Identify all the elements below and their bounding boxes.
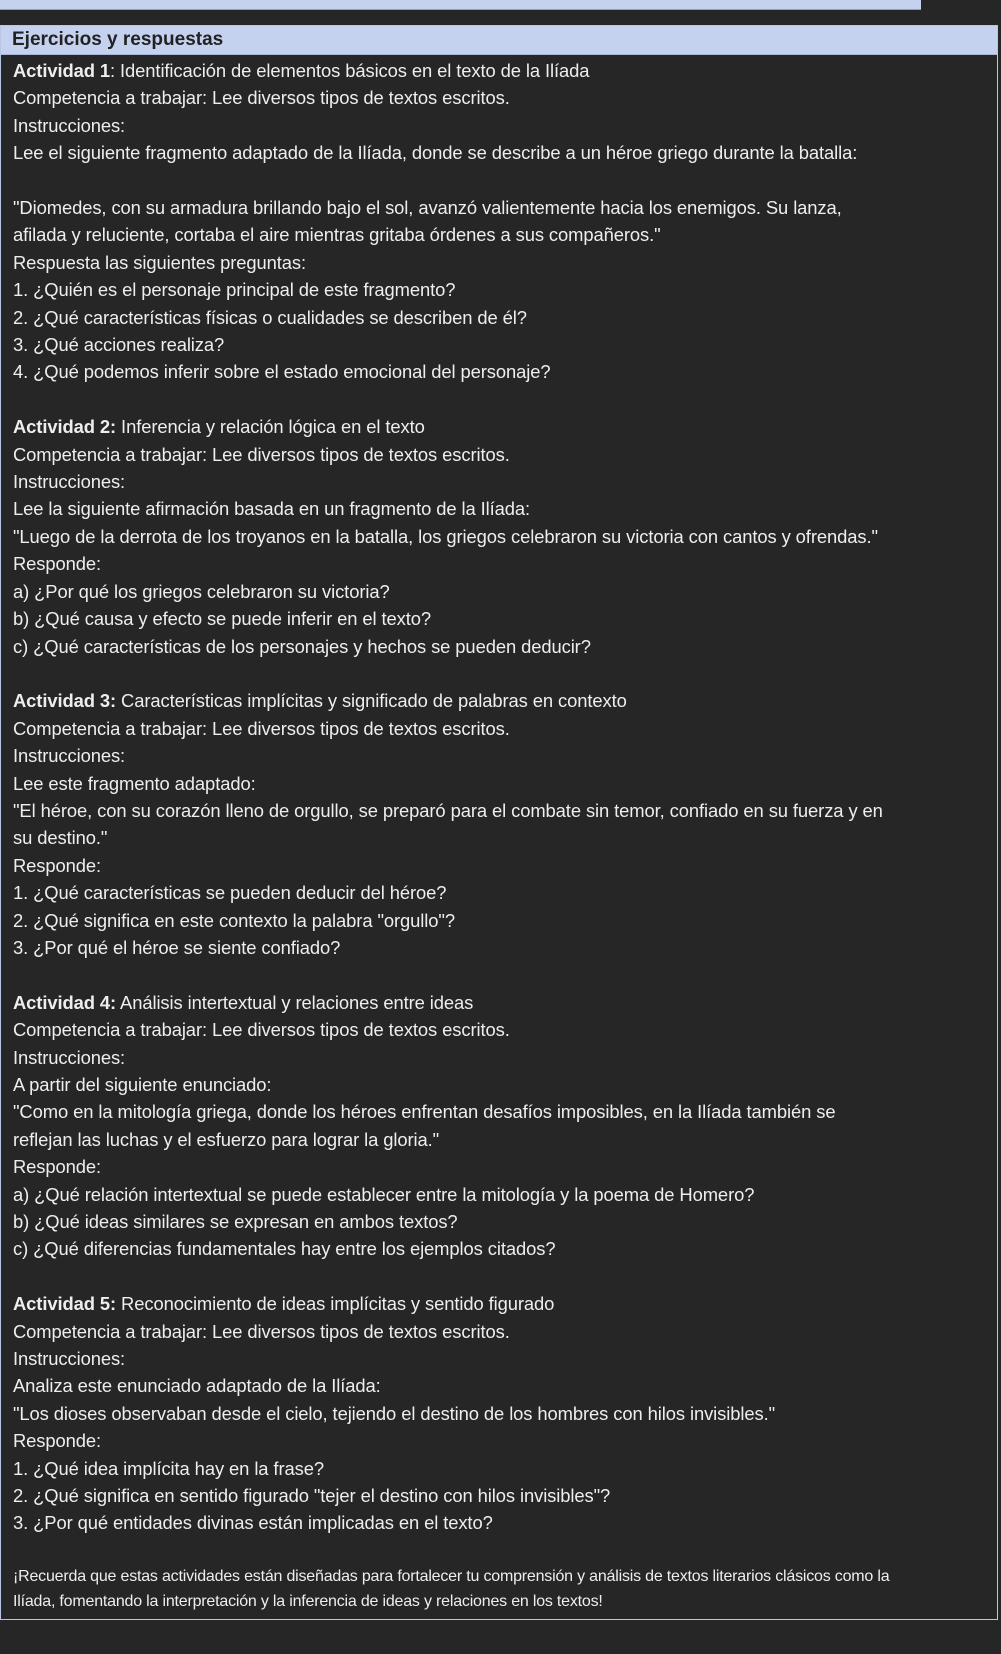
activity-2-question: b) ¿Qué causa y efecto se puede inferir en el texto? (13, 608, 432, 630)
activity-4-prompt: Responde: (13, 1156, 102, 1178)
activity-2-question: c) ¿Qué características de los personajes y hechos se pueden deducir? (13, 635, 591, 657)
closing-note-line-2: Ilíada, fomentando la interpretación y la inferencia de ideas y relaciones en los textos! (13, 1593, 603, 1611)
panel-content (1, 55, 997, 1614)
activity-5-lead: Analiza este enunciado adaptado de la Ilíada: (13, 1375, 381, 1397)
activity-2-competencia: Competencia a trabajar: Lee diversos tipos de textos escritos. (13, 443, 510, 465)
activity-2-question: a) ¿Por qué los griegos celebraron su victoria? (13, 580, 390, 602)
activity-1-quote-line-1: "Diomedes, con su armadura brillando bajo el sol, avanzó valientemente hacia los enemigos. Su lanza, (13, 197, 842, 219)
closing-note-line-1: ¡Recuerda que estas actividades están diseñadas para fortalecer tu comprensión y análisis de textos literarios clásicos como la (13, 1568, 890, 1586)
activity-3 (13, 687, 985, 961)
activity-3-title: Características implícitas y significado de palabras en contexto (116, 690, 627, 712)
activity-4-heading (13, 989, 985, 1016)
activity-4 (13, 989, 985, 1263)
spacer (13, 961, 985, 988)
activity-3-label: Actividad 3: (13, 690, 117, 712)
activity-4-question: a) ¿Qué relación intertextual se puede establecer entre la mitología y la poema de Homero? (13, 1183, 755, 1205)
exercises-panel (0, 25, 998, 1620)
activity-1-question: 3. ¿Qué acciones realiza? (13, 334, 225, 356)
activity-2-prompt: Responde: (13, 553, 102, 575)
top-strip (0, 0, 921, 10)
activity-4-question: b) ¿Qué ideas similares se expresan en ambos textos? (13, 1211, 458, 1232)
activity-3-quote-line-2: su destino." (13, 827, 108, 849)
activity-3-instrucciones: Instrucciones: (13, 745, 126, 767)
activity-5-prompt: Responde: (13, 1430, 102, 1452)
activity-2-label: Actividad 2: (13, 416, 117, 438)
activity-5-question: 2. ¿Qué significa en sentido figurado "tejer el destino con hilos invisibles"? (13, 1485, 611, 1507)
activity-5-title: Reconocimiento de ideas implícitas y sentido figurado (116, 1293, 555, 1315)
activity-5-quote: "Los dioses observaban desde el cielo, tejiendo el destino de los hombres con hilos invisibles." (13, 1402, 776, 1424)
activity-1-heading (13, 57, 985, 84)
activity-4-instrucciones: Instrucciones: (13, 1046, 126, 1068)
activity-3-question: 1. ¿Qué características se pueden deducir del héroe? (13, 882, 447, 904)
activity-5-instrucciones: Instrucciones: (13, 1348, 126, 1370)
spacer (13, 1537, 985, 1564)
spacer (13, 167, 985, 194)
activity-5 (13, 1290, 985, 1537)
activity-1-title: : Identificación de elementos básicos en el texto de la Ilíada (110, 60, 590, 81)
spacer (13, 386, 985, 413)
activity-1-lead: Lee el siguiente fragmento adaptado de la Ilíada, donde se describe a un héroe griego durante la batalla: (13, 142, 858, 164)
panel-title: Ejercicios y respuestas (1, 26, 997, 55)
activity-2-heading (13, 413, 985, 440)
activity-2-instrucciones: Instrucciones: (13, 471, 126, 493)
spacer (13, 660, 985, 687)
activity-1-competencia: Competencia a trabajar: Lee diversos tipos de textos escritos. (13, 87, 510, 109)
activity-5-question: 1. ¿Qué idea implícita hay en la frase? (13, 1457, 324, 1479)
activity-1-question: 1. ¿Quién es el personaje principal de este fragmento? (13, 279, 456, 301)
activity-4-competencia: Competencia a trabajar: Lee diversos tipos de textos escritos. (13, 1019, 510, 1041)
activity-3-competencia: Competencia a trabajar: Lee diversos tipos de textos escritos. (13, 717, 510, 739)
spacer (13, 1263, 985, 1290)
activity-2 (13, 413, 985, 660)
activity-4-quote-line-2: reflejan las luchas y el esfuerzo para lograr la gloria." (13, 1128, 440, 1150)
activity-5-heading (13, 1290, 985, 1317)
activity-3-prompt: Responde: (13, 854, 102, 876)
closing-note (13, 1564, 985, 1614)
activity-1-question: 2. ¿Qué características físicas o cualidades se describen de él? (13, 306, 527, 328)
activity-3-quote-line-1: "El héroe, con su corazón lleno de orgullo, se preparó para el combate sin temor, confiado en su fuerza y en (13, 799, 883, 821)
activity-3-question: 3. ¿Por qué el héroe se siente confiado? (13, 936, 341, 958)
activity-5-competencia: Competencia a trabajar: Lee diversos tipos de textos escritos. (13, 1320, 510, 1342)
activity-1-label: Actividad 1 (13, 60, 111, 81)
activity-2-title: Inferencia y relación lógica en el texto (116, 416, 425, 438)
activity-4-quote-line-1: "Como en la mitología griega, donde los héroes enfrentan desafíos imposibles, en la Ilíada también se (13, 1101, 836, 1123)
activity-3-lead: Lee este fragmento adaptado: (13, 772, 256, 794)
activity-3-question: 2. ¿Qué significa en este contexto la palabra "orgullo"? (13, 909, 455, 931)
activity-5-label: Actividad 5: (13, 1293, 117, 1315)
activity-3-heading (13, 687, 985, 714)
activity-5-question: 3. ¿Por qué entidades divinas están implicadas en el texto? (13, 1512, 493, 1534)
activity-1 (13, 57, 985, 386)
activity-2-quote: "Luego de la derrota de los troyanos en la batalla, los griegos celebraron su victoria con cantos y ofrendas." (13, 525, 878, 547)
activity-4-question: c) ¿Qué diferencias fundamentales hay entre los ejemplos citados? (13, 1238, 556, 1260)
activity-1-question: 4. ¿Qué podemos inferir sobre el estado emocional del personaje? (13, 361, 551, 383)
activity-4-label: Actividad 4: (13, 991, 117, 1013)
activity-1-instrucciones: Instrucciones: (13, 114, 126, 136)
activity-1-prompt: Respuesta las siguientes preguntas: (13, 251, 306, 273)
activity-1-quote-line-2: afilada y reluciente, cortaba el aire mientras gritaba órdenes a sus compañeros." (13, 224, 661, 246)
activity-4-lead: A partir del siguiente enunciado: (13, 1073, 272, 1095)
activity-4-title: Análisis intertextual y relaciones entre ideas (116, 991, 474, 1013)
activity-2-lead: Lee la siguiente afirmación basada en un fragmento de la Ilíada: (13, 498, 531, 520)
